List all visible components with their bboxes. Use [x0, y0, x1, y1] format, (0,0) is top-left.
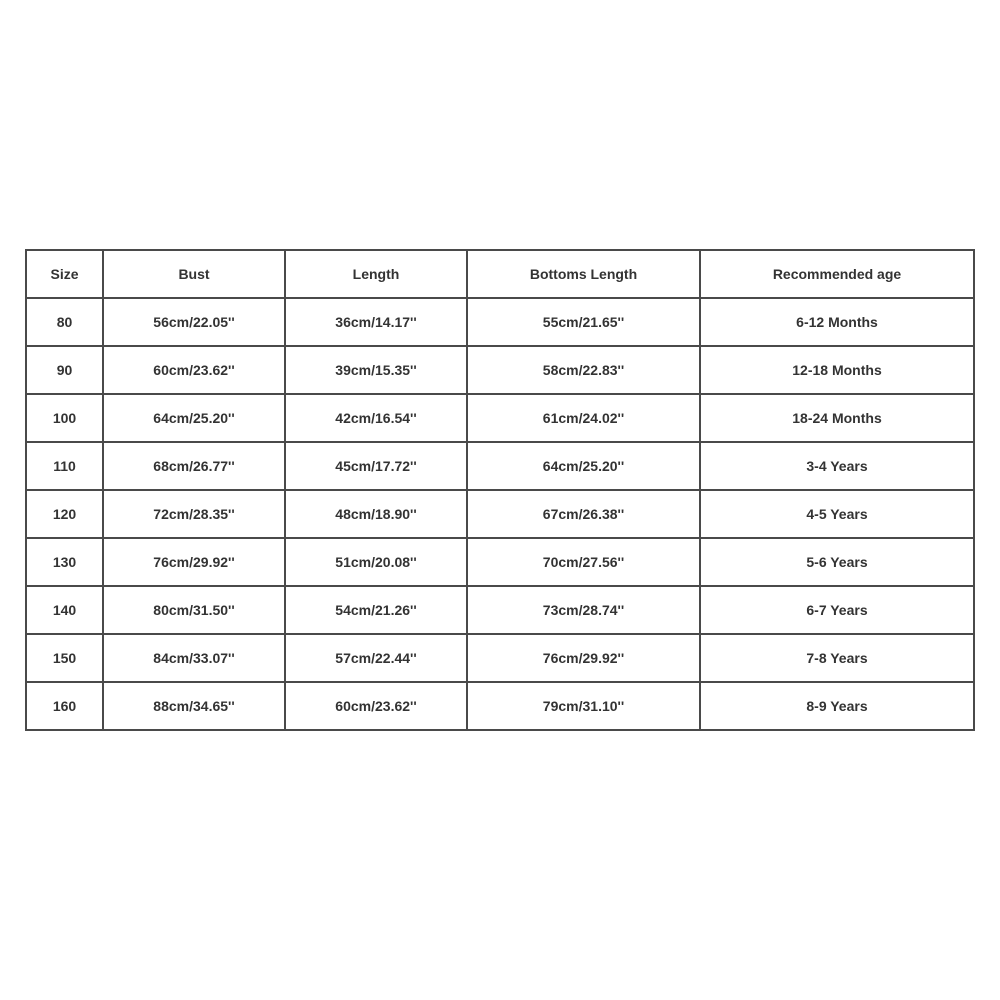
table-row [26, 586, 974, 634]
length-cell: 48cm/18.90'' [285, 490, 467, 538]
size-cell: 140 [26, 586, 103, 634]
length-cell: 45cm/17.72'' [285, 442, 467, 490]
table-row [26, 394, 974, 442]
bust-cell: 56cm/22.05'' [103, 298, 285, 346]
bottoms-length-cell: 73cm/28.74'' [467, 586, 700, 634]
table-body [26, 298, 974, 730]
header-recommended-age: Recommended age [700, 250, 974, 298]
recommended-age-cell: 12-18 Months [700, 346, 974, 394]
size-cell: 160 [26, 682, 103, 730]
table-header-row [26, 250, 974, 298]
bust-cell: 64cm/25.20'' [103, 394, 285, 442]
bottoms-length-cell: 64cm/25.20'' [467, 442, 700, 490]
header-size: Size [26, 250, 103, 298]
recommended-age-cell: 3-4 Years [700, 442, 974, 490]
recommended-age-cell: 8-9 Years [700, 682, 974, 730]
table-row [26, 298, 974, 346]
size-cell: 100 [26, 394, 103, 442]
length-cell: 57cm/22.44'' [285, 634, 467, 682]
bust-cell: 72cm/28.35'' [103, 490, 285, 538]
length-cell: 39cm/15.35'' [285, 346, 467, 394]
size-cell: 120 [26, 490, 103, 538]
length-cell: 60cm/23.62'' [285, 682, 467, 730]
recommended-age-cell: 7-8 Years [700, 634, 974, 682]
size-chart-table [25, 249, 975, 731]
size-cell: 110 [26, 442, 103, 490]
bust-cell: 68cm/26.77'' [103, 442, 285, 490]
bottoms-length-cell: 55cm/21.65'' [467, 298, 700, 346]
table-row [26, 538, 974, 586]
bust-cell: 84cm/33.07'' [103, 634, 285, 682]
bottoms-length-cell: 61cm/24.02'' [467, 394, 700, 442]
recommended-age-cell: 5-6 Years [700, 538, 974, 586]
recommended-age-cell: 4-5 Years [700, 490, 974, 538]
bust-cell: 88cm/34.65'' [103, 682, 285, 730]
header-length: Length [285, 250, 467, 298]
table-row [26, 682, 974, 730]
length-cell: 54cm/21.26'' [285, 586, 467, 634]
bust-cell: 60cm/23.62'' [103, 346, 285, 394]
length-cell: 51cm/20.08'' [285, 538, 467, 586]
bottoms-length-cell: 70cm/27.56'' [467, 538, 700, 586]
header-bust: Bust [103, 250, 285, 298]
bust-cell: 80cm/31.50'' [103, 586, 285, 634]
table-row [26, 346, 974, 394]
bottoms-length-cell: 67cm/26.38'' [467, 490, 700, 538]
bottoms-length-cell: 76cm/29.92'' [467, 634, 700, 682]
header-bottoms-length: Bottoms Length [467, 250, 700, 298]
size-cell: 90 [26, 346, 103, 394]
table-row [26, 490, 974, 538]
size-cell: 130 [26, 538, 103, 586]
table-row [26, 442, 974, 490]
length-cell: 42cm/16.54'' [285, 394, 467, 442]
bottoms-length-cell: 58cm/22.83'' [467, 346, 700, 394]
recommended-age-cell: 6-12 Months [700, 298, 974, 346]
bust-cell: 76cm/29.92'' [103, 538, 285, 586]
size-cell: 150 [26, 634, 103, 682]
recommended-age-cell: 18-24 Months [700, 394, 974, 442]
length-cell: 36cm/14.17'' [285, 298, 467, 346]
table-row [26, 634, 974, 682]
recommended-age-cell: 6-7 Years [700, 586, 974, 634]
bottoms-length-cell: 79cm/31.10'' [467, 682, 700, 730]
size-cell: 80 [26, 298, 103, 346]
